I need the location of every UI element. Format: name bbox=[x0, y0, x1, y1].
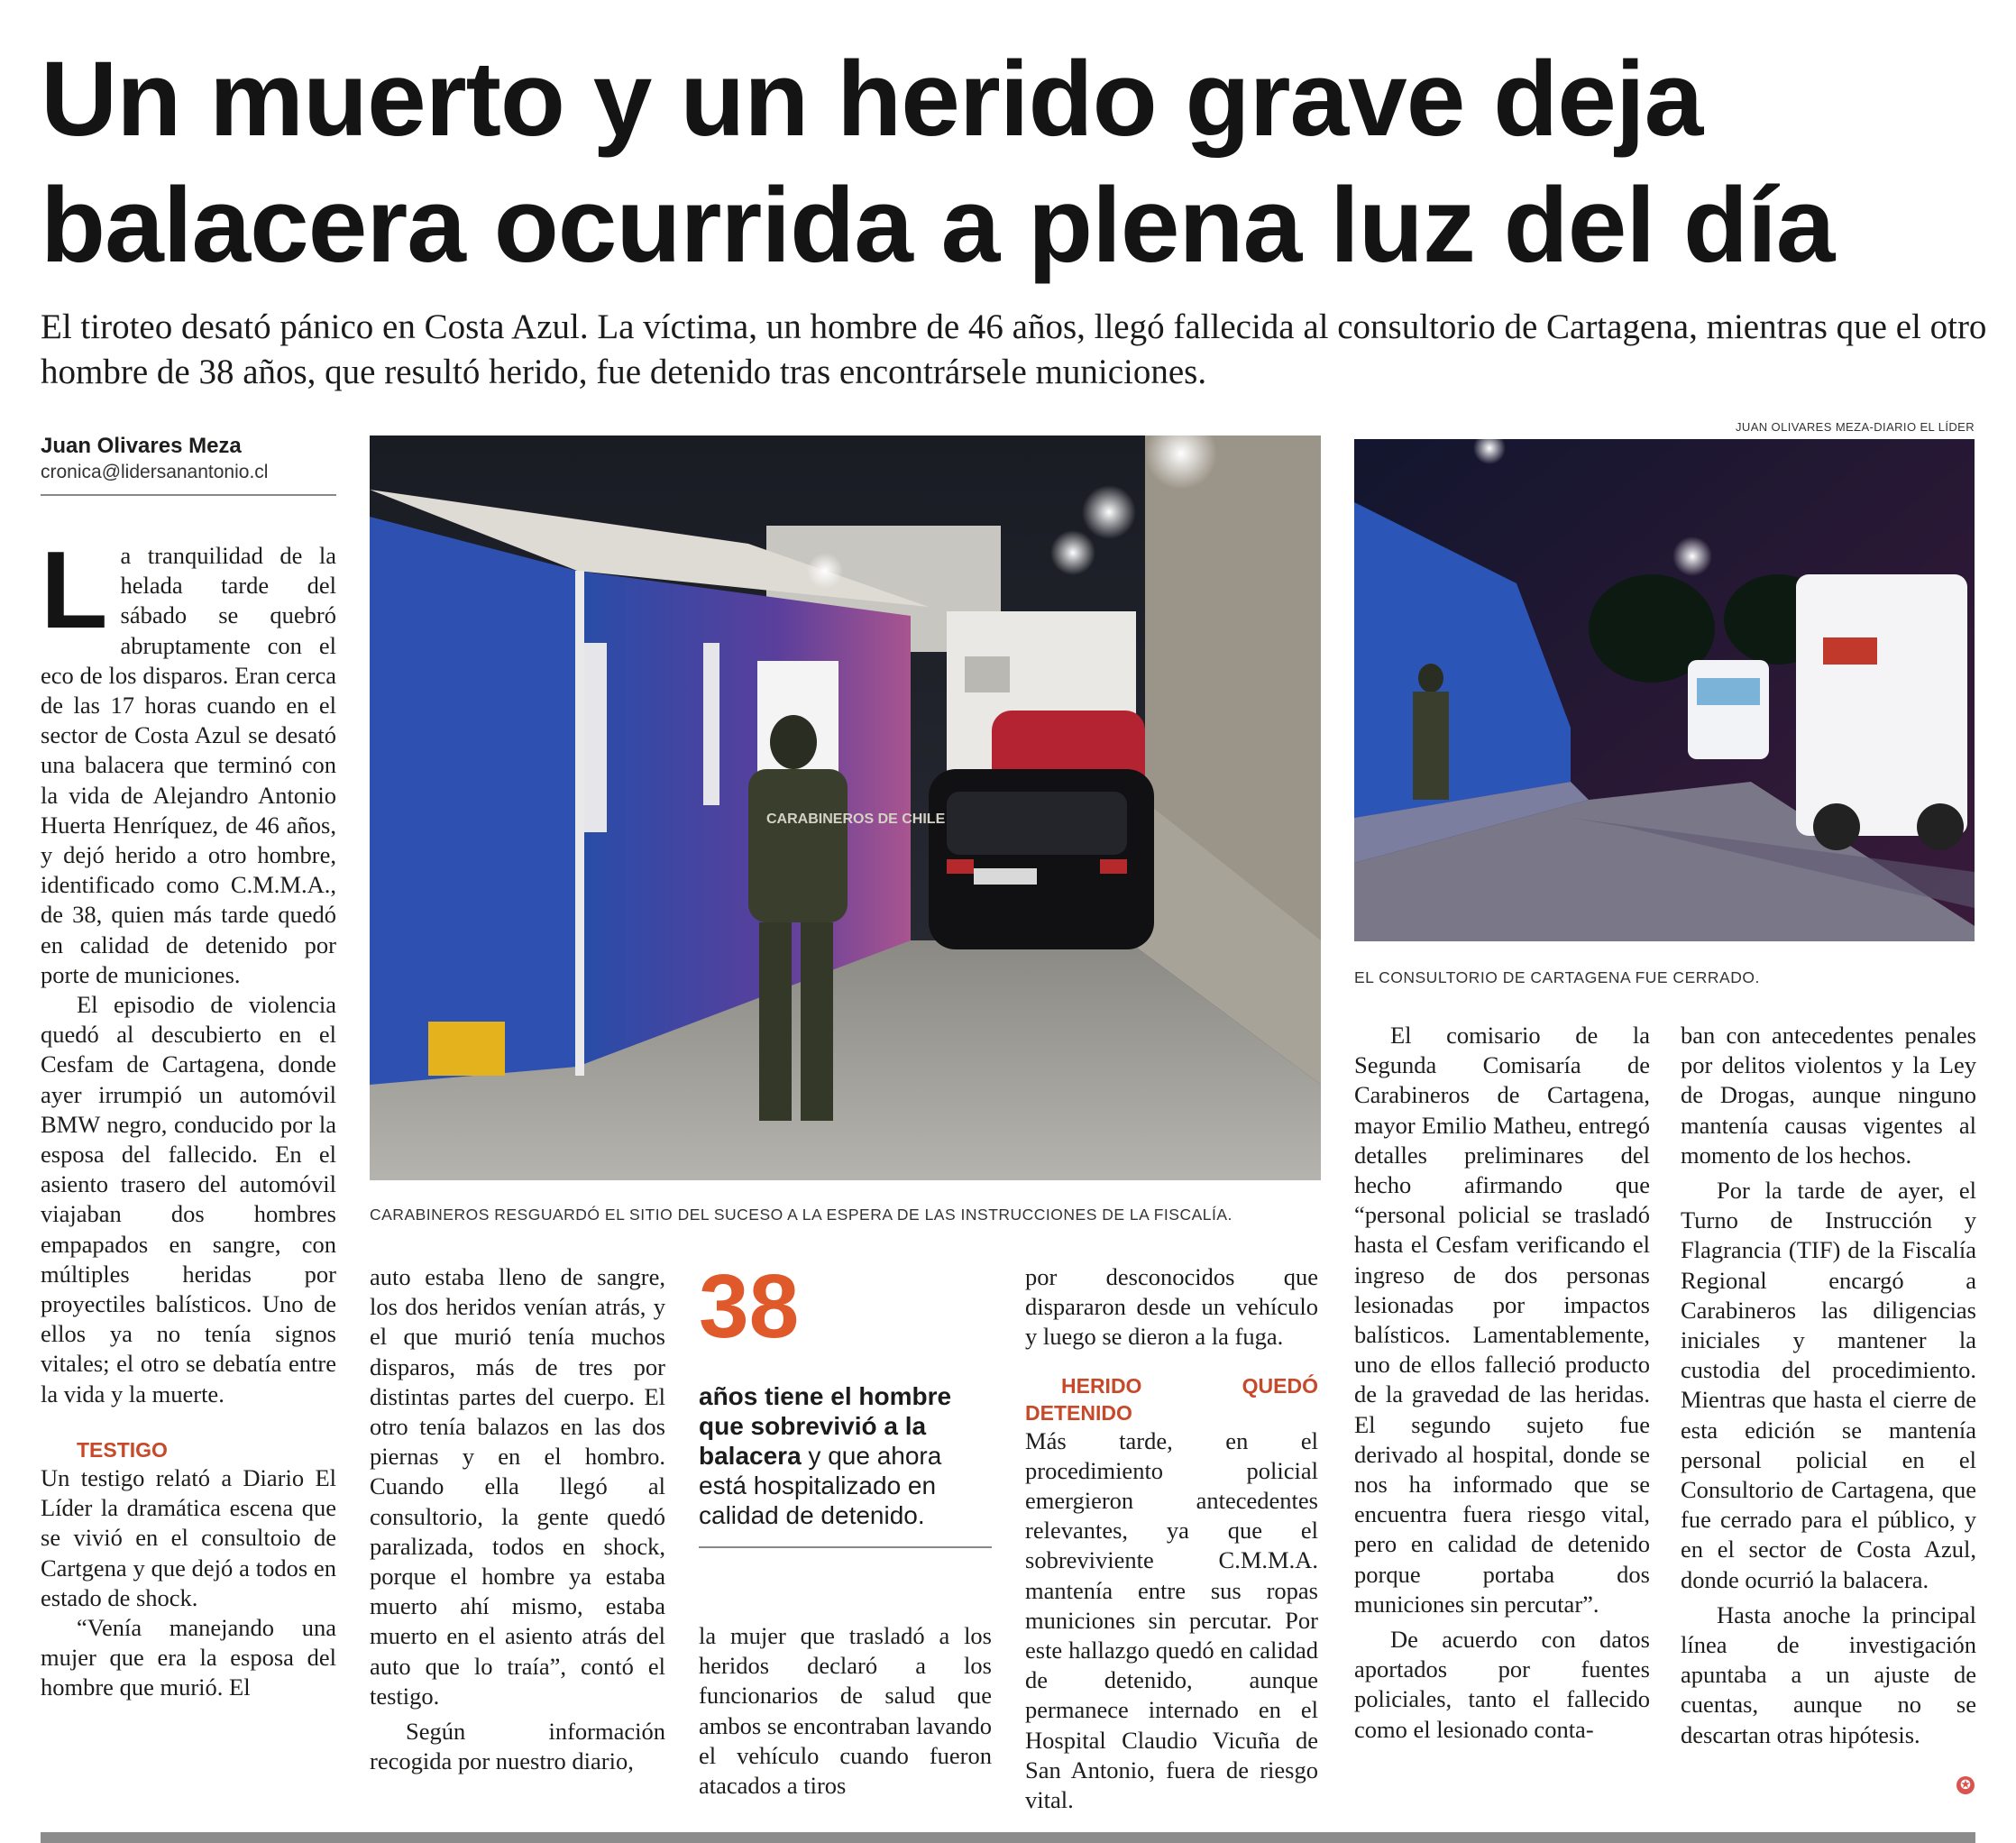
byline-divider bbox=[41, 494, 336, 496]
paragraph: por desconocidos que dispararon desde un vehículo y luego se dieron a la fuga. bbox=[1025, 1263, 1318, 1351]
pullquote-divider bbox=[699, 1546, 992, 1548]
paragraph: la mujer que trasladó a los heridos declaró a los funcionarios de salud que ambos se encontraban lavando el vehículo cuando fueron atacados a tiros bbox=[699, 1622, 992, 1800]
article-column-5 bbox=[1354, 1021, 1650, 1745]
headline-line-2: balacera ocurrida a plena luz del día bbox=[41, 166, 1835, 285]
main-photo bbox=[370, 436, 1321, 1180]
paragraph: ban con antecedentes penales por delitos violentos y la Ley de Drogas, aunque ninguno mantenía causas vigentes al momento de los hechos. bbox=[1681, 1022, 1976, 1169]
bottom-divider bbox=[41, 1832, 1975, 1843]
paragraph: El comisario de la Segunda Comisaría de Carabineros de Cartagena, mayor Emilio Matheu, entregó detalles preliminares del hecho afirmando que “personal policial se trasladó hasta el Cesfam verificando el ingreso de dos personas lesionadas por impactos balísticos. Lamentablemente, uno de ellos falleció producto de la gravedad de las heridas. El segundo sujeto fue derivado al hospital, donde se nos ha informado que se encuentra fuera riesgo vital, pero en calidad de detenido porque portaba dos municiones sin percutar”. bbox=[1354, 1022, 1650, 1618]
byline bbox=[41, 433, 338, 485]
pullquote-text bbox=[699, 1381, 987, 1530]
headline bbox=[41, 36, 1979, 289]
side-photo-scene bbox=[1354, 439, 1975, 941]
pullquote-rest: y que ahora está hospitalizado en calidad de detenido. bbox=[699, 1442, 942, 1529]
paragraph: De acuerdo con datos aportados por fuentes policiales, tanto el fallecido como el lesionado conta- bbox=[1354, 1626, 1650, 1743]
paragraph: Un testigo relató a Diario El Líder la dramática escena que se vivió en el consultoio de Cartgena y que dejó a todos en estado de shock. bbox=[41, 1463, 336, 1611]
side-photo-caption: EL CONSULTORIO DE CARTAGENA FUE CERRADO. bbox=[1354, 968, 1760, 986]
byline-email: cronica@lidersanantonio.cl bbox=[41, 462, 269, 482]
paragraph: “Venía manejando una mujer que era la esposa del hombre que murió. El bbox=[41, 1613, 336, 1701]
article-column-3 bbox=[699, 1621, 992, 1801]
pullquote-number: 38 bbox=[699, 1256, 800, 1357]
paragraph-text: a tranquilidad de la helada tarde del sábado se quebró abruptamente con el eco de los disparos. Eran cerca de las 17 horas cuando en el sector de Costa Azul se desató una balacera que terminó con la vida de Alejandro Antonio Huerta Henríquez, de 46 años, y dejó herido a otro hombre, identificado como C.M.M.A., de 38, quien más tarde quedó en calidad de detenido por porte de municiones. bbox=[41, 542, 336, 988]
drop-cap: L bbox=[41, 528, 108, 651]
side-photo bbox=[1354, 439, 1975, 941]
article-column-2 bbox=[370, 1262, 665, 1776]
paragraph: Por la tarde de ayer, el Turno de Instrucción y Flagrancia (TIF) de la Fiscalía Regional encargó a Carabineros las diligencias iniciales y mantener la custodia del procedimiento. Mientras que hasta el cierre de esta edición se mantenía personal policial en el Consultorio de Cartagena, que fue cerrado para el público, y en el sector de Costa Azul, donde ocurrió la balacera. bbox=[1681, 1177, 1976, 1593]
deck: El tiroteo desató pánico en Costa Azul. La víctima, un hombre de 46 años, llegó fallecida al consultorio de Cartagena, mientras que el otro hombre de 38 años, que resultó herido, fue detenido tras encontrársele municiones. bbox=[41, 307, 1987, 391]
subhead-testigo: TESTIGO bbox=[77, 1437, 168, 1462]
pullquote-bold: años tiene el hombre que sobrevivió a la balacera bbox=[699, 1382, 952, 1470]
end-of-article-icon: ✪ bbox=[1956, 1776, 1975, 1794]
photo-credit: JUAN OLIVARES MEZA-DIARIO EL LÍDER bbox=[1736, 420, 1975, 434]
main-photo-caption: CARABINEROS RESGUARDÓ EL SITIO DEL SUCESO A LA ESPERA DE LAS INSTRUCCIONES DE LA FISCALÍA. bbox=[370, 1206, 1233, 1224]
subhead-herido: HERIDO QUEDÓ DETENIDO bbox=[1025, 1373, 1318, 1425]
paragraph: Hasta anoche la principal línea de investigación apuntaba a un ajuste de cuentas, aunque no se descartan otras hipótesis. bbox=[1681, 1600, 1976, 1748]
article-column-1 bbox=[41, 528, 336, 1703]
main-photo-scene bbox=[370, 436, 1321, 1180]
byline-name: Juan Olivares Meza bbox=[41, 434, 242, 458]
paragraph: Según información recogida por nuestro diario, bbox=[370, 1718, 665, 1775]
paragraph bbox=[41, 528, 336, 990]
paragraph: El episodio de violencia quedó al descubierto en el Cesfam de Cartagena, donde ayer irrumpió un automóvil BMW negro, conducido por la esposa del fallecido. En el asiento trasero del automóvil viajaban dos hombres empapados en sangre, con múltiples heridas por proyectiles balísticos. Uno de ellos ya no tenía signos vitales; el otro se debatía entre la vida y la muerte. bbox=[41, 991, 336, 1407]
uniform-text: CARABINEROS DE CHILE bbox=[766, 811, 946, 827]
paragraph: auto estaba lleno de sangre, los dos heridos venían atrás, y el que murió tenía muchos disparos, más de tres por distintas partes del cuerpo. El otro tenía balazos en las dos piernas y en el hombro. Cuando ella llegó al consultorio, la gente quedó paralizada, todos en shock, porque el hombre ya estaba muerto ahí mismo, estaba muerto en el asiento atrás del auto que lo traía”, contó el testigo. bbox=[370, 1263, 665, 1710]
article-column-4 bbox=[1025, 1262, 1318, 1815]
headline-line-1: Un muerto y un herido grave deja bbox=[41, 40, 1703, 159]
article-column-6 bbox=[1681, 1021, 1976, 1750]
paragraph: Más tarde, en el procedimiento policial emergieron antecedentes relevantes, ya que el sobreviviente C.M.M.A. mantenía entre sus ropas municiones sin percutar. Por este hallazgo quedó en calidad de detenido, aunque permanece internado en el Hospital Claudio Vicuña de San Antonio, fuera de riesgo vital. bbox=[1025, 1426, 1318, 1814]
